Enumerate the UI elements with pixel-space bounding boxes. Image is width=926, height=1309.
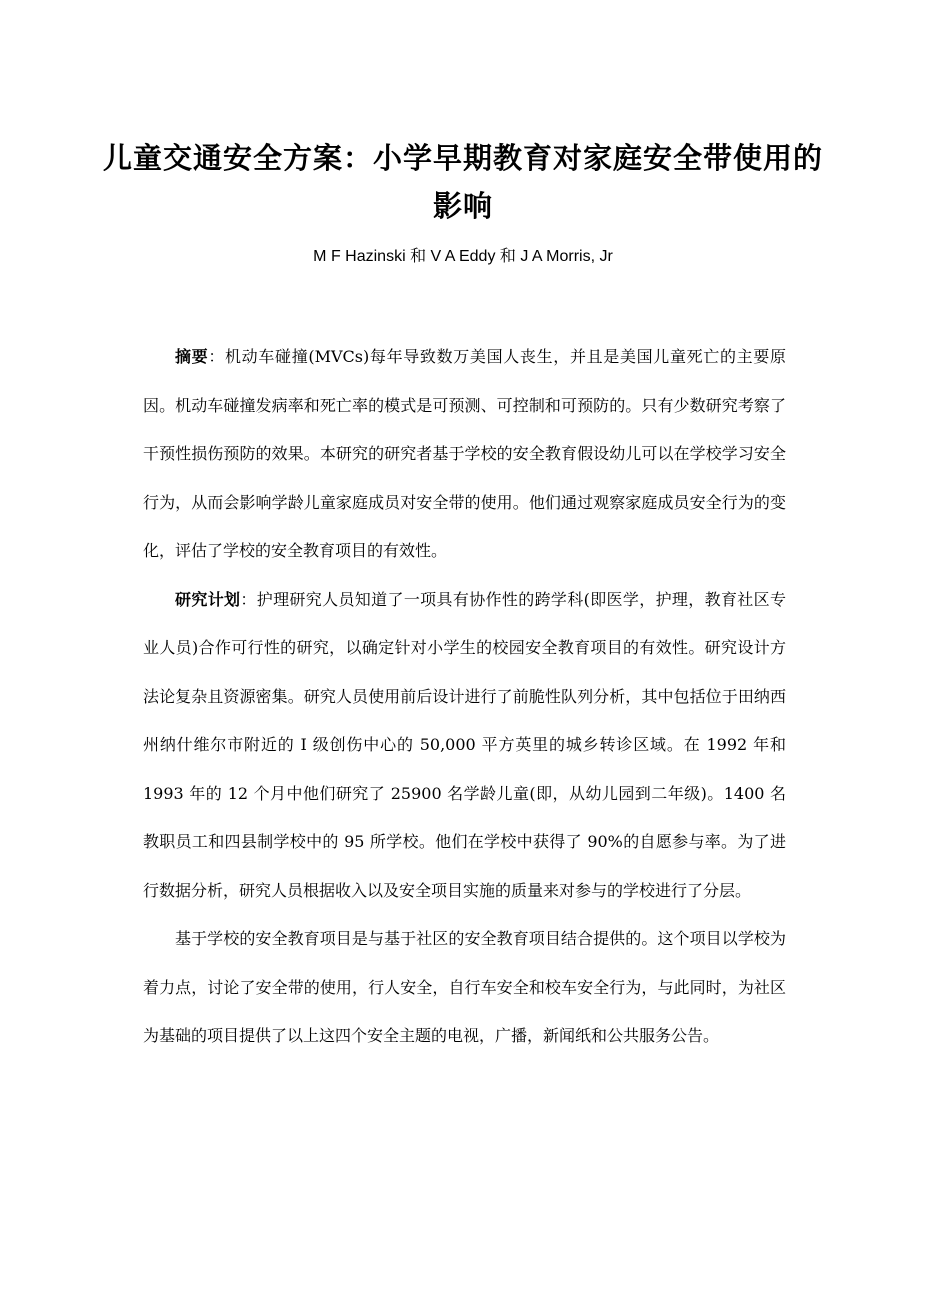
document-body: [143, 333, 786, 1061]
paragraph-program: [143, 915, 786, 1061]
paragraph-research-plan: [143, 576, 786, 916]
document-authors: M F Hazinski 和 V A Eddy 和 J A Morris, Jr: [313, 248, 613, 265]
paragraph-text: 基于学校的安全教育项目是与基于社区的安全教育项目结合提供的。这个项目以学校为着力点，讨论了安全带的使用，行人安全，自行车安全和校车安全行为，与此同时，为社区为基础的项目提供了以上这四个安全主题的电视，广播，新闻纸和公共服务公告。: [143, 929, 786, 1045]
paragraph-text: ：护理研究人员知道了一项具有协作性的跨学科(即医学，护理，教育社区专业人员)合作可行性的研究，以确定针对小学生的校园安全教育项目的有效性。研究设计方法论复杂且资源密集。研究人员使用前后设计进行了前脆性队列分析，其中包括位于田纳西州纳什维尔市附近的 I 级创伤中心的 50,000 平方英里的城乡转诊区域。在 1992 年和 1993 年的 12 个月中他们研究了 25900 名学龄儿童(即，从幼儿园到二年级)。1400 名教职员工和四县制学校中的 95 所学校。他们在学校中获得了 90%的自愿参与率。为了进行数据分析，研究人员根据收入以及安全项目实施的质量来对参与的学校进行了分层。: [143, 589, 786, 900]
paragraph-label: 研究计划: [175, 589, 241, 609]
paragraph-label: 摘要: [175, 347, 209, 366]
paragraph-text: ：机动车碰撞(MVCs)每年导致数万美国人丧生，并且是美国儿童死亡的主要原因。机动车碰撞发病率和死亡率的模式是可预测、可控制和可预防的。只有少数研究考察了干预性损伤预防的效果。本研究的研究者基于学校的安全教育假设幼儿可以在学校学习安全行为，从而会影响学龄儿童家庭成员对安全带的使用。他们通过观察家庭成员安全行为的变化，评估了学校的安全教育项目的有效性。: [143, 347, 786, 560]
document-title: 儿童交通安全方案：小学早期教育对家庭安全带使用的影响: [102, 141, 823, 223]
paragraph-abstract: [143, 333, 786, 576]
